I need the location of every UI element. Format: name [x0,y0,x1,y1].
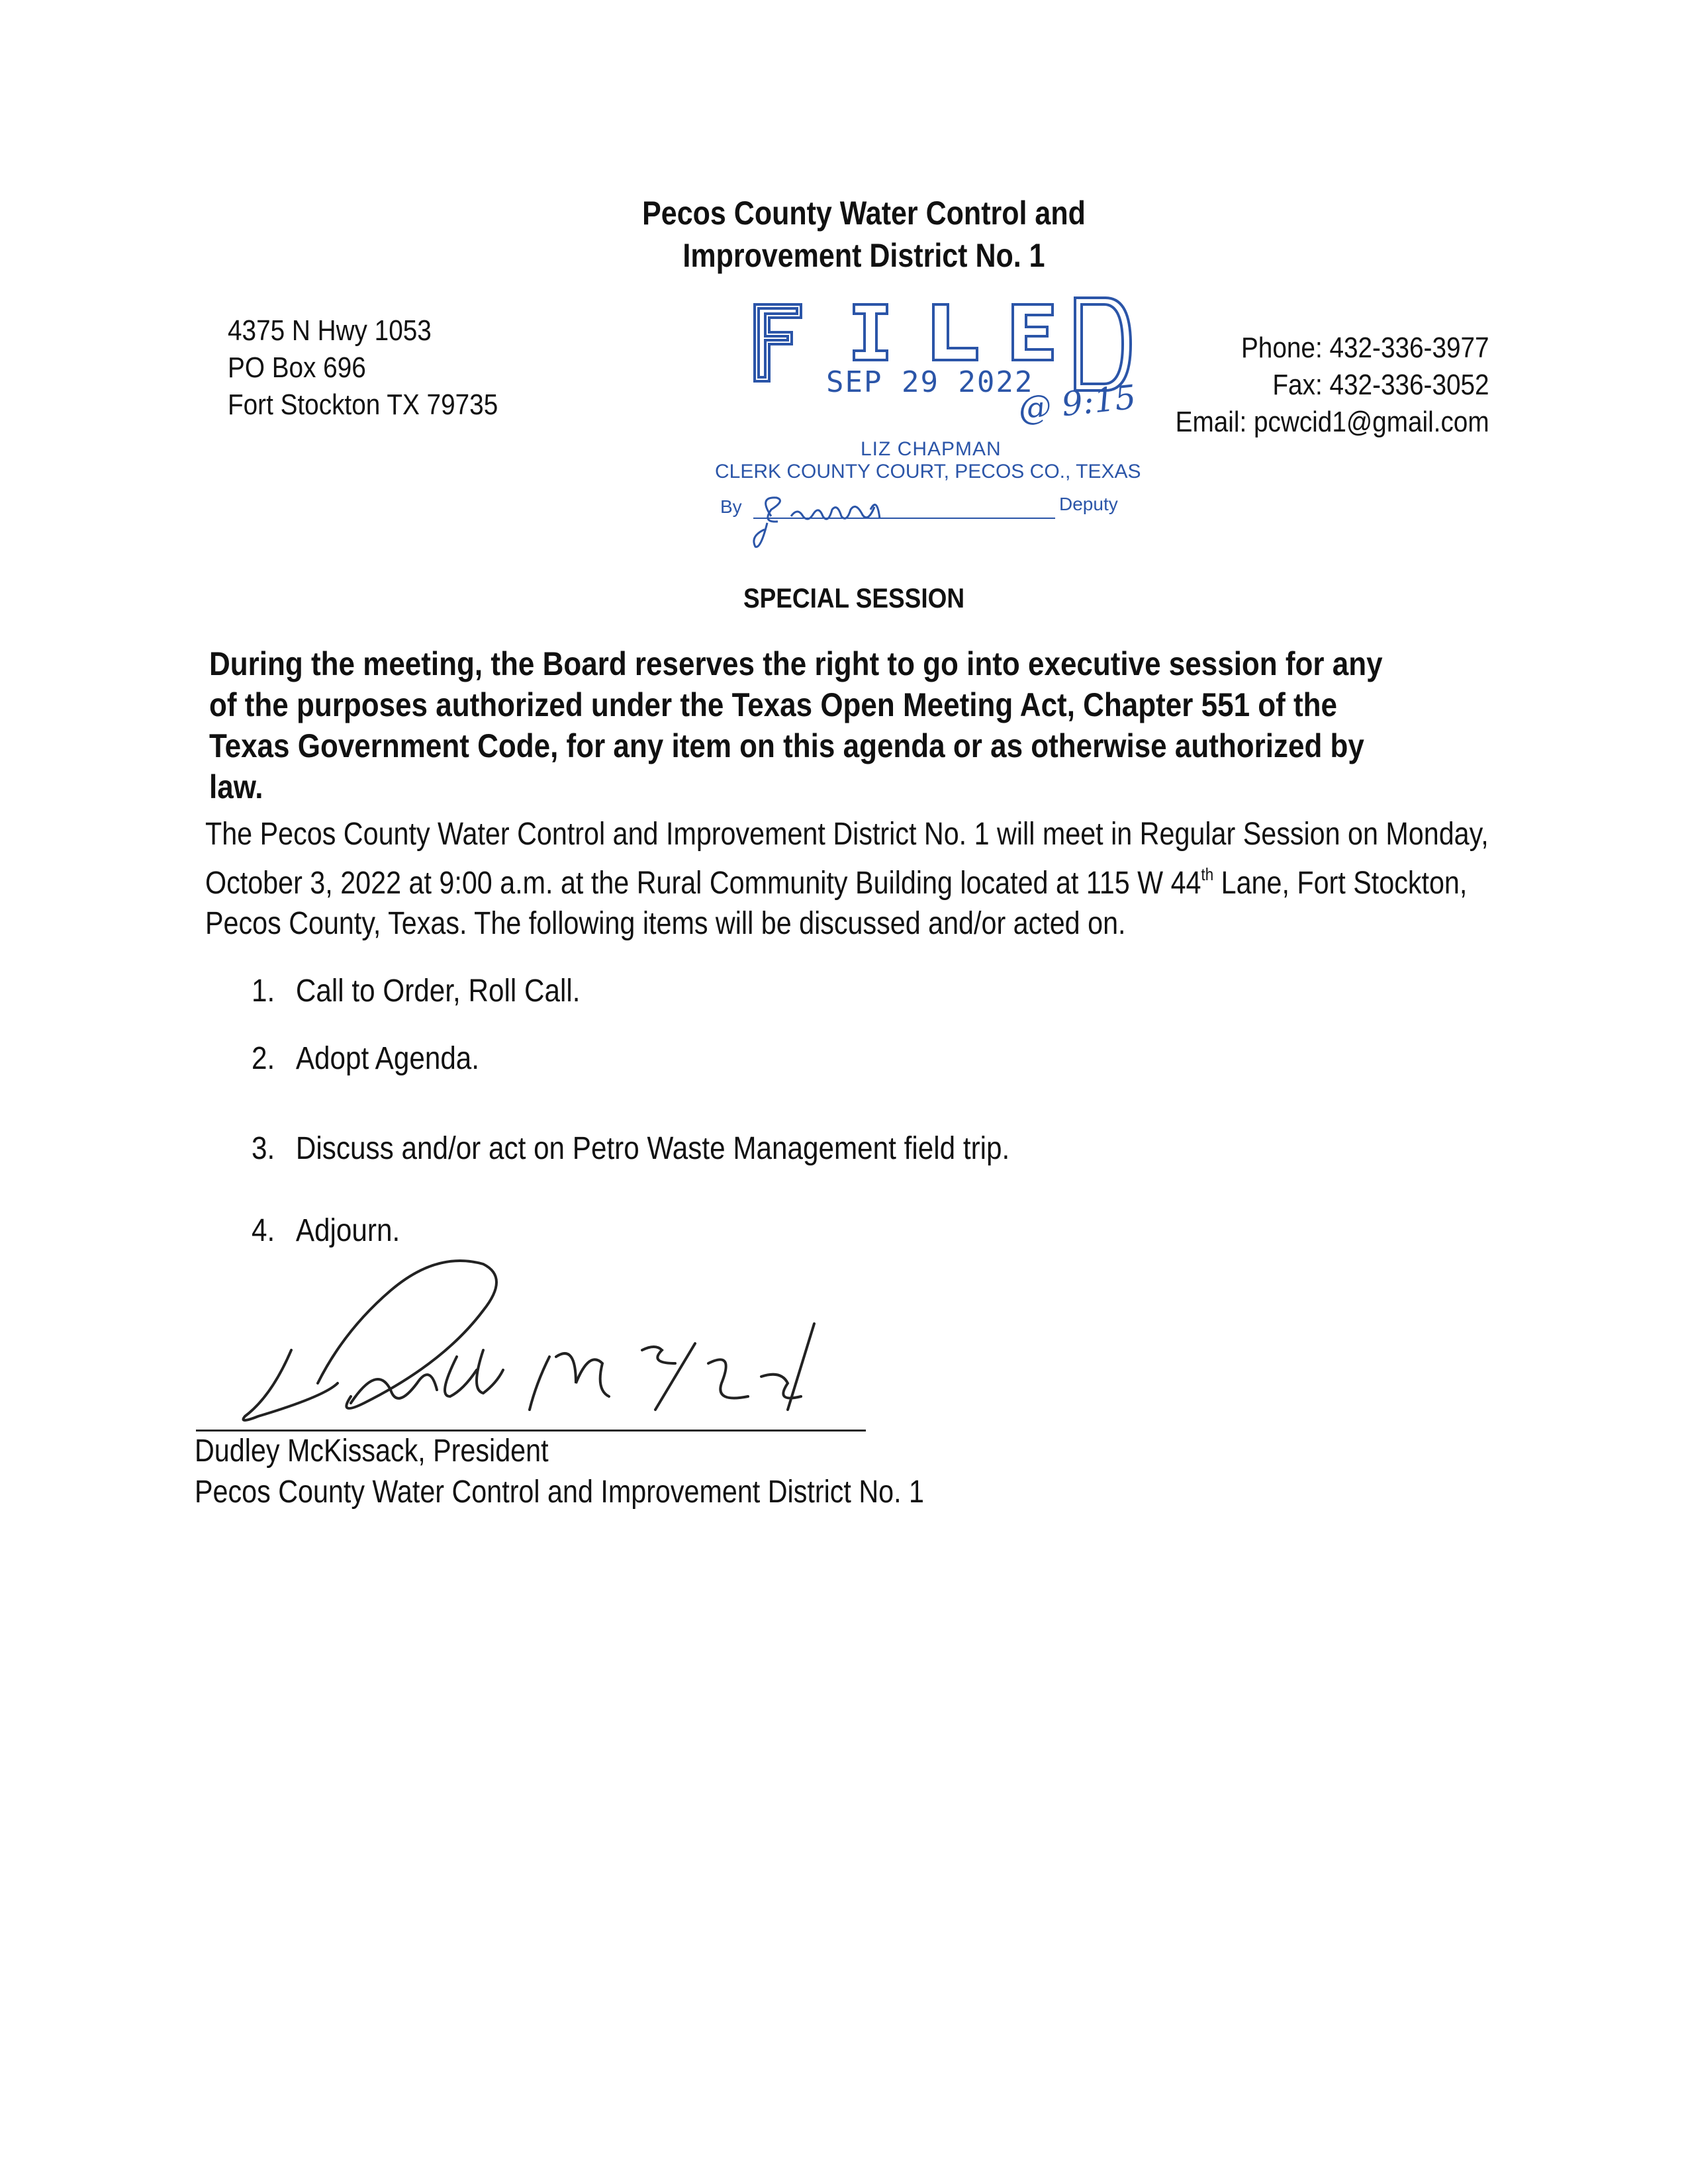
agenda-item-number: 4. [252,1213,275,1248]
title-line-1: Pecos County Water Control and [642,195,1086,232]
address-line-3: Fort Stockton TX 79735 [228,388,498,421]
session-label: SPECIAL SESSION [743,582,965,614]
agenda-item-text: Adopt Agenda. [295,1041,480,1076]
mailing-address [228,312,498,424]
stamp-handwritten-time: @ 9:15 [1016,377,1138,429]
signer-name-title: Dudley McKissack, President [195,1433,549,1469]
stamp-deputy-label: Deputy [1059,494,1118,514]
stamp-court-name: CLERK COUNTY COURT, PECOS CO., TEXAS [715,461,1141,482]
contact-info [1176,330,1489,441]
agenda-item-number: 1. [252,974,275,1009]
agenda-item [252,1040,479,1077]
document-title [121,192,1607,277]
stamp-by-label: By [720,496,742,517]
title-line-2: Improvement District No. 1 [682,237,1045,274]
agenda-item-text: Discuss and/or act on Petro Waste Management field trip. [295,1131,1010,1166]
signer-block [195,1431,924,1513]
email-address: Email: pcwcid1@gmail.com [1176,406,1489,438]
stamp-date: SEP 29 2022 [826,365,1034,399]
deputy-signature-image [745,483,917,563]
agenda-item [252,973,580,1009]
signer-organization: Pecos County Water Control and Improvement District No. 1 [195,1475,924,1510]
announcement-text-1: The Pecos County Water Control and Improvement District No. 1 will meet in Regular Session on Monday, October 3, 2022 at 9:00 a.m. at the Rural Community Building located at 115 W 44 [205,817,1489,901]
phone-number: Phone: 432-336-3977 [1241,332,1489,364]
ordinal-suffix: th [1201,864,1214,884]
announcement-text-2: Lane, Fort Stockton, Pecos County, Texas. The following items will be discussed and/or acted on. [205,866,1468,941]
meeting-announcement [205,814,1503,944]
agenda-item [252,1130,1009,1167]
address-line-1: 4375 N Hwy 1053 [228,314,432,347]
agenda-item-number: 2. [252,1041,275,1076]
agenda-item-number: 3. [252,1131,275,1166]
agenda-item-text: Adjourn. [295,1213,400,1248]
executive-session-notice: During the meeting, the Board reserves the right to go into executive session for any of the purposes authorized under the Texas Open Meeting Act, Chapter 551 of the Texas Government Code, for any item on this agenda or as otherwise authorized by law. [209,645,1383,805]
address-line-2: PO Box 696 [228,351,366,384]
filed-stamp [708,285,1158,563]
stamp-clerk-name: LIZ CHAPMAN [861,438,1002,460]
agenda-item [252,1212,400,1249]
president-signature-image [218,1251,894,1449]
agenda-item-text: Call to Order, Roll Call. [295,974,581,1009]
fax-number: Fax: 432-336-3052 [1272,369,1489,401]
